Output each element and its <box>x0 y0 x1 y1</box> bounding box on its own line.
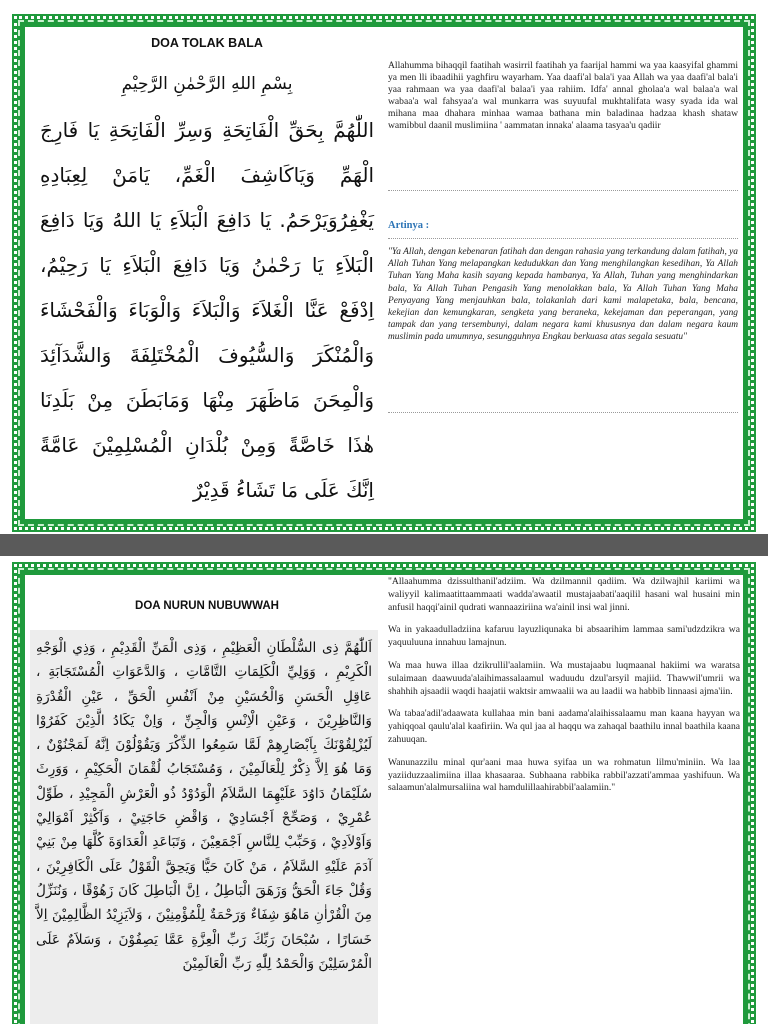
dotted-divider <box>388 238 738 239</box>
dotted-divider <box>388 190 738 191</box>
transliteration-paragraph: Wa maa huwa illaa dzikrullil'aalamiin. Wa mustajaabu luqmaanal hakiimi wa waratsa sulaimaan daawuuda'alaihimassalaamul waduudu dzul'arsyil majiid. Thawwil'umrii wa shahhih ajsaadii waqdi haajatii waktsir amwaalii wa au laadii wa habbib linnaasi ajma'iin. <box>388 659 740 697</box>
doa-tolak-bala-transliteration: Allahumma bihaqqil faatihah wasirril faatihah ya faarijal hammi wa yaa kaasyifal ghammi ya men lli ibaadihii yaghfiru wayarham. Yaa daafi'al bala'i yaa Allah wa yaa daafi'al bala'i yaa rahmaan wa yaa daafi'al balaa'i yaa rahiim. Idfa' annal gholaa'a wal balaa'a wal wabaa'a wal fahsyaa'a wal munkarra was suyuufal mukhtalifata wasy syada ida wal mihana maa dhahara minhaa wamaa bathana min baladinaa hadzaa khash shataw wamibbul daanil muslimiina ' aammatan innaka' alaama tasyaa'u qadiir <box>388 60 738 131</box>
transliteration-paragraph: "Allaahumma dzissulthanil'adziim. Wa dzilmannil qadiim. Wa dzilwajhil kariimi wa waliyyil kalimaatittaammaati wadda'awaatil mustajaabati'aaqilil hasani wal husaini min anfusil haqqi'ainil qudrati wannaaziriina wa'ainil insi wal jinni. <box>388 576 740 613</box>
basmalah: بِسْمِ اللهِ الرَّحْمٰنِ الرَّحِيْمِ <box>121 74 293 94</box>
transliteration-paragraph: Wa tabaa'adil'adaawata kullahaa min bani aadama'alaihissalaamu man kaana hayyan wa yahiqqoal qaulu'alal kaafiriin. Wa qul jaa al haqqu wa zahaqal baathilu innal baathila kaana zahuuqan. <box>388 708 740 745</box>
arabic-text-panel <box>30 630 378 1024</box>
doa-tolak-bala-title: DOA TOLAK BALA <box>151 36 263 50</box>
doa-nurun-nubuwwah-title: DOA NURUN NUBUWWAH <box>135 600 279 612</box>
doa-tolak-bala-arabic: اللّٰهُمَّ بِحَقِّ الْفَاتِحَةِ وَسِرِّ الْفَاتِحَةِ يَا فَارِجَ الْهَمِّ وَيَاكَاشِفَ الْغَمِّ، يَامَنْ لِعِبَادِهِ يَغْفِرُوَيَرْحَمُ. يَا دَافِعَ الْبَلاَءِ يَا اللهُ وَيَا دَافِعَ الْبَلاَءِ يَا رَحْمٰنُ وَيَا دَافِعَ الْبَلاَءِ يَا رَحِيْمُ، اِدْفَعْ عَنَّا الْغَلاَءَ وَالْبَلاَءَ وَالْوَبَاءَ وَالْفَحْشَاءَ وَالْمُنْكَرَ وَالسُّيُوفَ الْمُخْتَلِفَةَ وَالشَّدَآئِدَ وَالْمِحَنَ مَاظَهَرَ مِنْهَا وَمَابَطَنَ مِنْ بَلَدِنَا هٰذَا خَاصَّةً وَمِنْ بُلْدَانِ الْمُسْلِمِيْنَ عَامَّةً اِنَّكَ عَلَى مَا تَشَاءُ قَدِيْرٌ <box>40 118 374 502</box>
doa-nurun-nubuwwah-arabic: اَللّٰهُمَّ ذِى السُّلْطَانِ الْعَظِيْمِ ، وَذِى الْمَنِّ الْقَدِيْمِ ، وَذِي الْوَجْهِ الْكَرِيْمِ ، وَوَلِيِّ الْكَلِمَاتِ التَّامَّاتِ ، وَالدَّعَوَاتِ الْمُسْتَجَابَةِ ، عَاقِلِ الْحَسَنِ وَالْحُسَيْنِ مِنْ اَنْفُسِ الْحَقِّ ، عَيْنِ الْقُدْرَةِ وَالنَّاظِرِيْنَ ، وَعَيْنِ الْاِنْسِ وَالْجِنِّ ، وَاِنْ يَكَادُ الَّذِيْنَ كَفَرُوْا لَيُزْلِقُوْنَكَ بِاَبْصَارِهِمْ لَمَّا سَمِعُوا الذِّكْرَ وَيَقُوْلُوْنَ اِنَّهُ لَمَجْنُوْنٌ ، وَمَا هُوَ اِلاَّ ذِكْرٌ لِلْعَالَمِيْنَ ، وَمُسْتَجَابُ لُقْمَانَ الْحَكِيْمِ ، وَوَرِثَ سُلَيْمَانُ دَاوُدَ عَلَيْهِمَا السَّلاَمُ الْوَدُوْدُ ذُو الْعَرْشِ الْمَجِيْدِ ، طَوِّلْ عُمْرِيْ ، وَصَحِّحْ اَجْسَادِيْ ، وَاقْضِ حَاجَتِيْ ، وَاَكْثِرْ اَمْوَالِيْ وَاَوْلاَدِيْ ، وَحَبِّبْ لِلنَّاسِ اَجْمَعِيْنَ ، وَتَبَاعَدِ الْعَدَاوَةَ كُلَّهَا مِنْ بَنِيْ آدَمَ عَلَيْهِ السَّلاَمُ ، مَنْ كَانَ حَيًّا وَيَحِقَّ الْقَوْلُ عَلَى الْكَافِرِيْنَ ، وَقُلْ جَاءَ الْحَقُّ وَزَهَقَ الْبَاطِلُ ، اِنَّ الْبَاطِلَ كَانَ زَهُوْقًا ، وَنُنَزِّلُ مِنَ الْقُرْاٰنِ مَاهُوَ شِفَاءٌ وَرَحْمَةٌ لِلْمُؤْمِنِيْنَ ، وَلاَيَزِيْدُ الظَّالِمِيْنَ اِلاَّ خَسَارًا ، سُبْحَانَ رَبِّكَ رَبِّ الْعِزَّةِ عَمَّا يَصِفُوْنَ ، وَسَلاَمٌ عَلَى الْمُرْسَلِيْنَ وَالْحَمْدُ لِلّٰهِ رَبِّ الْعَالَمِيْنَ <box>36 640 372 972</box>
dotted-divider <box>388 412 738 413</box>
transliteration-paragraph: Wanunazzilu minal qur'aani maa huwa syifaa un wa rohmatun lilmu'miniin. Wa laa yaziiduzzaalimiina illaa khasaaraa. Subhaana rabbika rabbil'azzati'ammaa yashifuun. Wa salaamun'alalmursaliina wal hamdulillaahirabbil'aalamiin." <box>388 756 740 794</box>
doa-nurun-nubuwwah-transliteration <box>388 576 740 805</box>
artinya-label: Artinya : <box>388 220 430 231</box>
doa-tolak-bala-meaning: "Ya Allah, dengan kebenaran fatihah dan dengan rahasia yang terkandung dalam fatihah, ya Allah Tuhan Yang melapangkan kedudukkan dan Yang menghilangkan kesedihan, Ya Allah Tuhan Yang Maha kasih sayang kepada hambanya, Ya Allah, Tuhan yang menghindarkan bala, Ya Allah Tuhan Pengasih Yang menolakkan bala, Ya Allah Tuhan Yang Maha Penyayang Yang menjauhkan bala, tolakanlah dari kami malapetaka, bala, bencana, kekejian dan kemungkaran, sengketa yang beraneka, kekejaman dan peperangan, yang tampak dan yang tersembunyi, dalam negara kami khususnya dan dalam negara kaum muslimin pada umumnya, sesungguhnya Engkau berkuasa atas segala sesuatu" <box>388 247 738 343</box>
transliteration-paragraph: Wa in yakaadulladziina kafaruu layuzliqunaka bi absaarihim lammaa sami'udzdzikra wa yaquuluuna innahuu lamajnun. <box>388 624 740 649</box>
